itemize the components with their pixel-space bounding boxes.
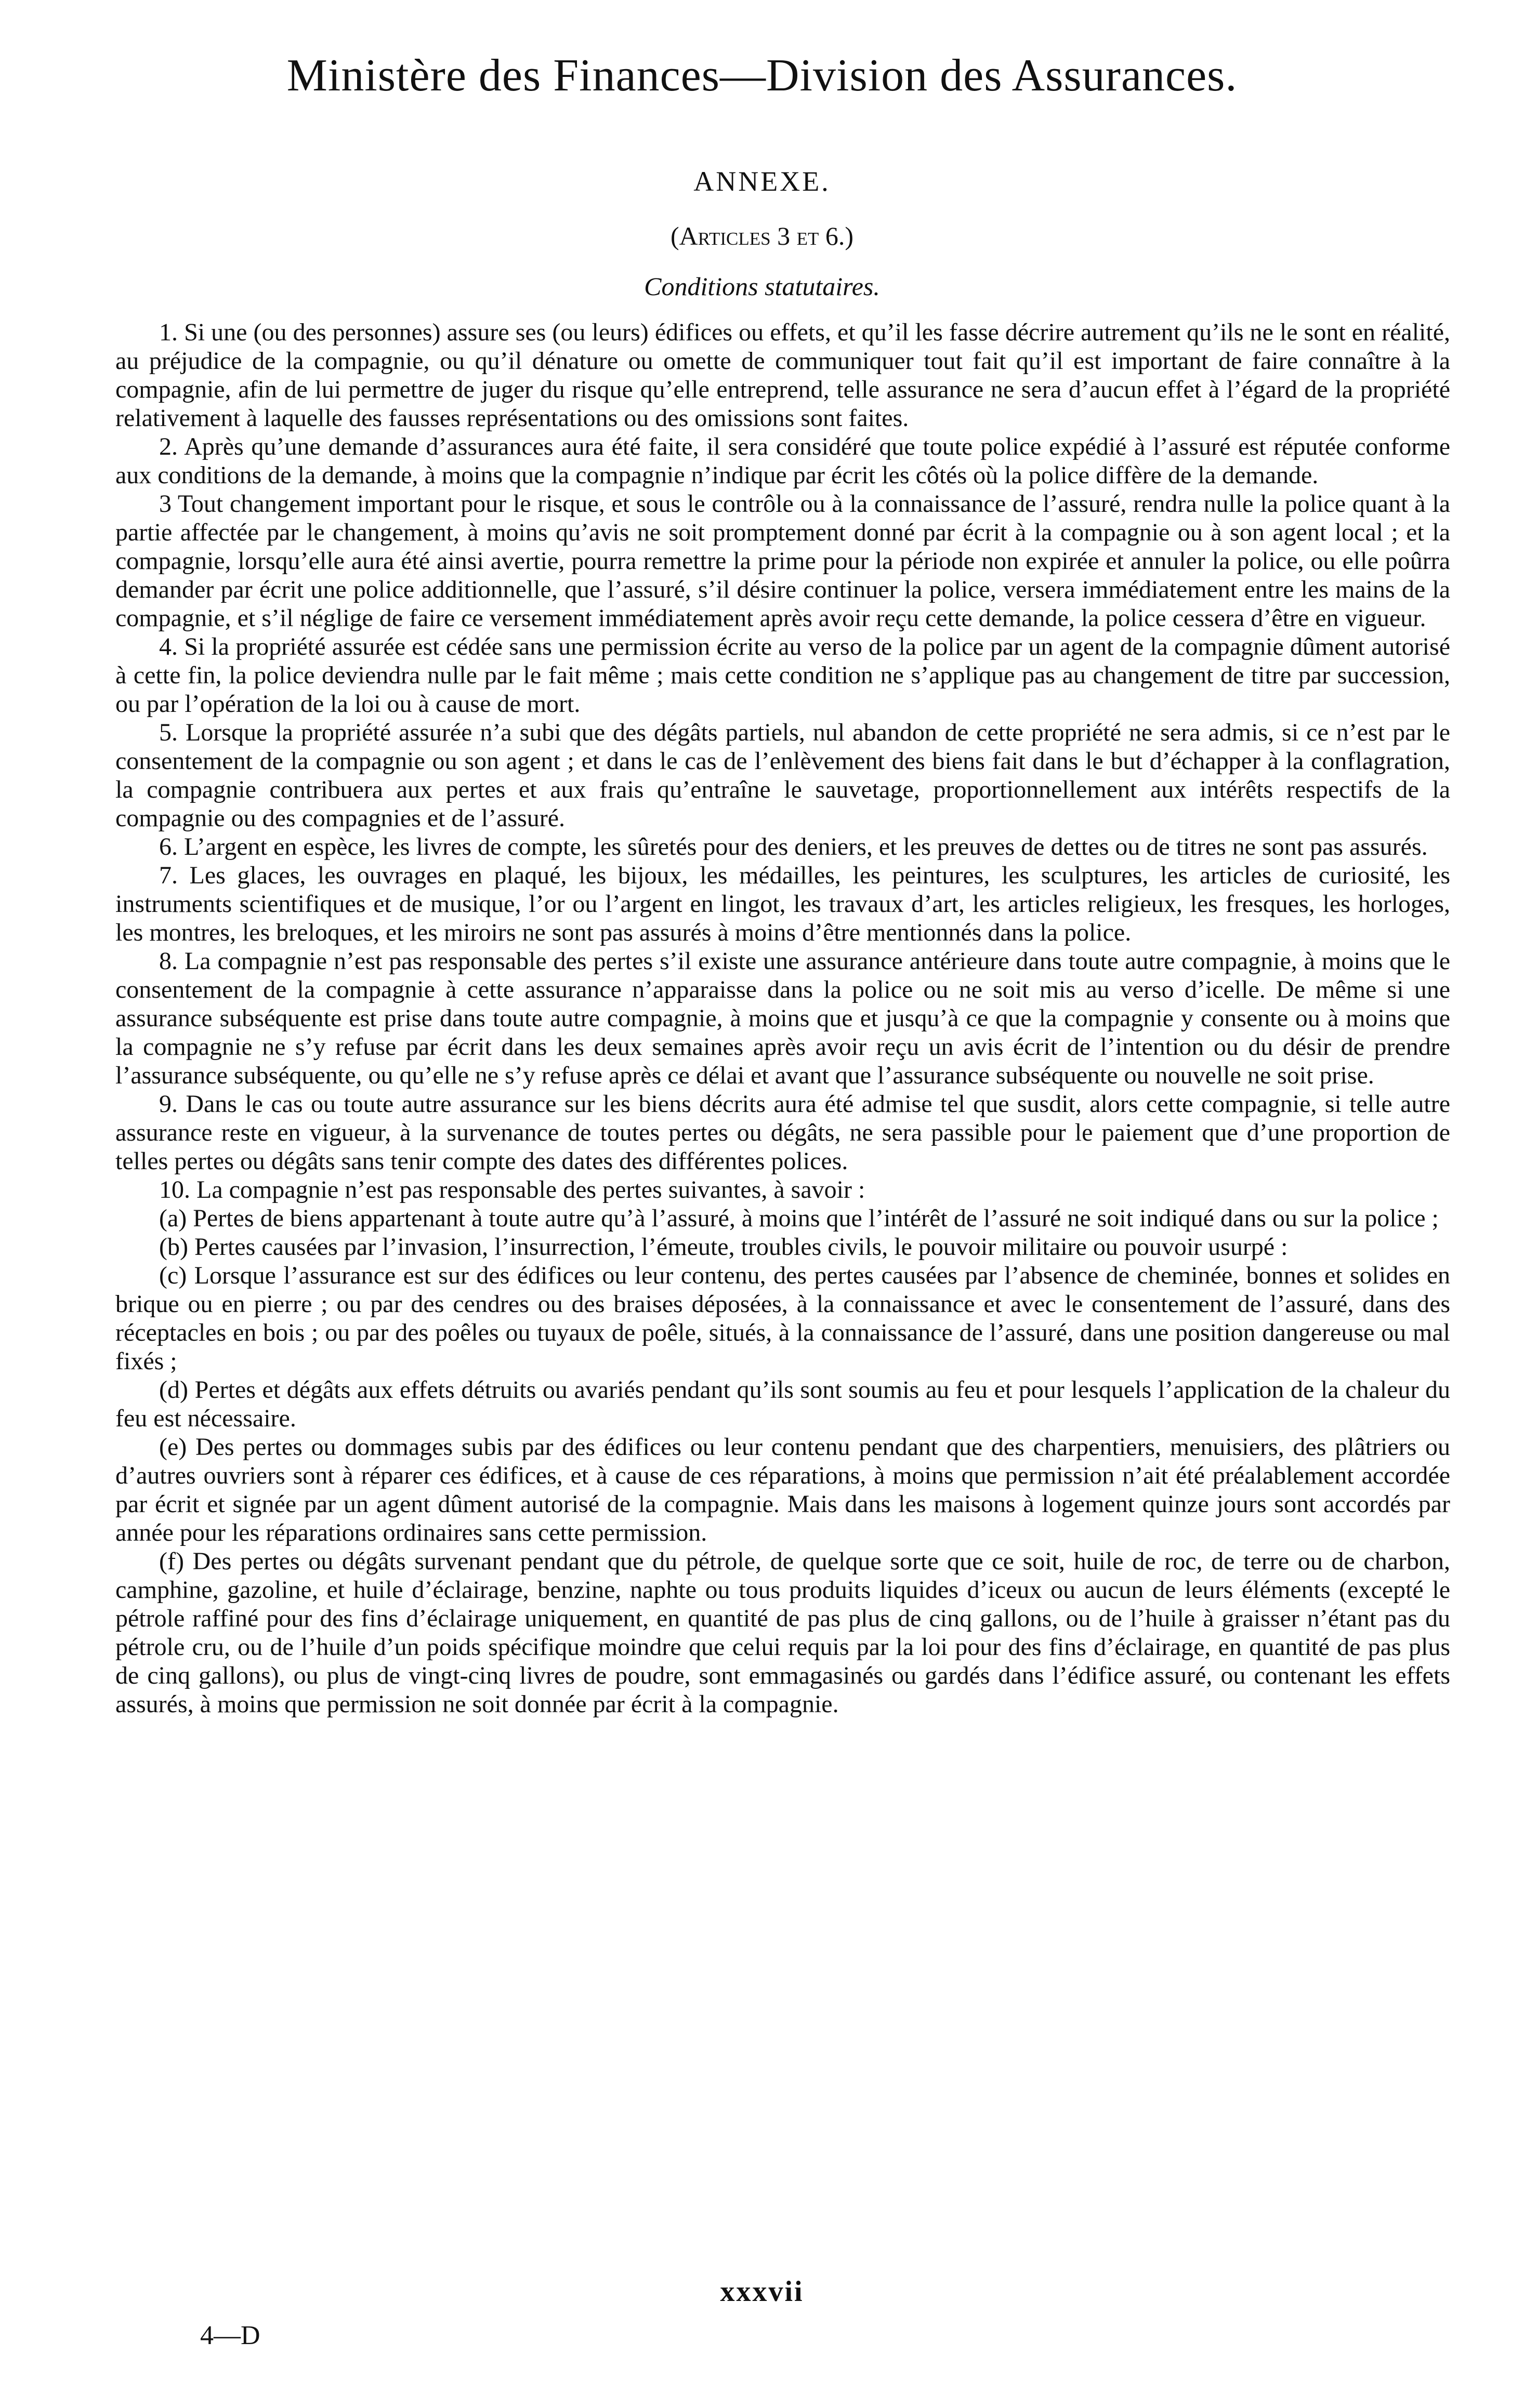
paragraph-2: 2. Après qu’une demande d’assurances aura été faite, il sera considéré que toute police expédié à l’assuré est réputée conforme aux conditions de la demande, à moins que la compagnie n’indique par écrit les côtés où la police diffère de la demande. bbox=[115, 433, 1450, 489]
page-number: xxxvii bbox=[720, 2275, 804, 2308]
paragraph-10: 10. La compagnie n’est pas responsable des pertes suivantes, à savoir : bbox=[159, 1176, 865, 1203]
paragraph-10c: (c) Lorsque l’assurance est sur des édifices ou leur contenu, des pertes causées par l’absence de cheminée, bonnes et solides en brique ou en pierre ; ou par des cendres ou des braises déposées, à la connaissance et avec le consentement de l’assuré, dans des réceptacles en bois ; ou par des poêles ou tuyaux de poêle, situés, à la connaissance de l’assuré, dans une position dangereuse ou mal fixés ; bbox=[115, 1262, 1450, 1375]
paragraph-10f: (f) Des pertes ou dégâts survenant pendant que du pétrole, de quelque sorte que ce soit, huile de roc, de terre ou de charbon, camphine, gazoline, et huile d’éclairage, benzine, naphte ou tous produits liquides d’iceux ou aucun de leurs éléments (excepté le pétrole raffiné pour des fins d’éclairage uniquement, en quantité de pas plus de cinq gallons, ou de l’huile à graisser n’étant pas du pétrole cru, ou de l’huile d’un poids spécifique moindre que celui requis par la loi pour des fins d’éclairage, en quantité de pas plus de cinq gallons), ou plus de vingt-cinq livres de poudre, sont emmagasinés ou gardés dans l’édifice assuré, ou contenant les effets assurés, à moins que permission ne soit donnée par écrit à la compagnie. bbox=[115, 1547, 1450, 1718]
paragraph-10a: (a) Pertes de biens appartenant à toute autre qu’à l’assuré, à moins que l’intérêt de l’assuré ne soit indiqué dans ou sur la police ; bbox=[159, 1205, 1439, 1232]
paragraph-1: 1. Si une (ou des personnes) assure ses (ou leurs) édifices ou effets, et qu’il les fasse décrire autrement qu’ils ne le sont en réalité, au préjudice de la compagnie, ou qu’il dénature ou omette de communiquer tout fait qu’il est important de faire connaître à la compagnie, afin de lui permettre de juger du risque qu’elle entreprend, telle assurance ne sera d’aucun effet à l’égard de la propriété relativement à laquelle des fausses représentations ou des omissions sont faites. bbox=[115, 319, 1450, 432]
articles-reference: (Articles 3 et 6.) bbox=[670, 221, 853, 250]
signature-mark: 4—D bbox=[200, 2321, 260, 2350]
paragraph-9: 9. Dans le cas ou toute autre assurance sur les biens décrits aura été admise tel que susdit, alors cette compagnie, si telle autre assurance reste en vigueur, à la survenance de toutes pertes ou dégâts, ne sera passible pour le paiement que d’une proportion de telles pertes ou dégâts sans tenir compte des dates des différentes polices. bbox=[115, 1090, 1450, 1175]
paragraph-8: 8. La compagnie n’est pas responsable des pertes s’il existe une assurance antérieure dans toute autre compagnie, à moins que le consentement de la compagnie à cette assurance n’apparaisse dans la police ou ne soit mis au verso d’icelle. De même si une assurance subséquente est prise dans toute autre compagnie, à moins que et jusqu’à ce que la compagnie y consente ou à moins que la compagnie ne s’y refuse par écrit dans les deux semaines après avoir reçu un avis écrit de l’intention ou du désir de prendre l’assurance subséquente, ou qu’elle ne s’y refuse après ce délai et avant que l’assurance subséquente ou nouvelle ne soit prise. bbox=[115, 947, 1450, 1089]
paragraph-10e: (e) Des pertes ou dommages subis par des édifices ou leur contenu pendant que des charpentiers, menuisiers, des plâtriers ou d’autres ouvriers sont à réparer ces édifices, et à cause de ces réparations, à moins que permission n’ait été préalablement accordée par écrit et signée par un agent dûment autorisé de la compagnie. Mais dans les maisons à logement quinze jours sont accordés par année pour les réparations ordinaires sans cette permission. bbox=[115, 1433, 1450, 1546]
conditions-subtitle: Conditions statutaires. bbox=[644, 272, 880, 301]
page-header-title: Ministère des Finances—Division des Assurances. bbox=[286, 50, 1238, 101]
paragraph-4: 4. Si la propriété assurée est cédée sans une permission écrite au verso de la police par un agent de la compagnie dûment autorisé à cette fin, la police deviendra nulle par le fait même ; mais cette condition ne s’applique pas au changement de titre par succession, ou par l’opération de la loi ou à cause de mort. bbox=[115, 633, 1450, 718]
paragraph-10b: (b) Pertes causées par l’invasion, l’insurrection, l’émeute, troubles civils, le pouvoir militaire ou pouvoir usurpé : bbox=[159, 1233, 1288, 1261]
annexe-title: ANNEXE. bbox=[693, 166, 831, 197]
paragraph-5: 5. Lorsque la propriété assurée n’a subi que des dégâts partiels, nul abandon de cette propriété ne sera admis, si ce n’est par le consentement de la compagnie ou son agent ; et dans le cas de l’enlèvement des biens fait dans le but d’échapper à la conflagration, la compagnie contribuera aux pertes et aux frais qu’entraîne le sauvetage, proportionnellement aux intérêts respectifs de la compagnie ou des compagnies et de l’assuré. bbox=[115, 719, 1450, 832]
paragraph-6: 6. L’argent en espèce, les livres de compte, les sûretés pour des deniers, et les preuves de dettes ou de titres ne sont pas assurés. bbox=[159, 833, 1428, 861]
document-body bbox=[115, 318, 1450, 1718]
paragraph-10d: (d) Pertes et dégâts aux effets détruits ou avariés pendant qu’ils sont soumis au feu et pour lesquels l’application de la chaleur du feu est nécessaire. bbox=[115, 1376, 1450, 1432]
paragraph-7: 7. Les glaces, les ouvrages en plaqué, les bijoux, les médailles, les peintures, les sculptures, les articles de curiosité, les instruments scientifiques et de musique, l’or ou l’argent en lingot, les travaux d’art, les articles religieux, les fresques, les horloges, les montres, les breloques, et les miroirs ne sont pas assurés à moins d’être mentionnés dans la police. bbox=[115, 862, 1450, 946]
paragraph-3: 3 Tout changement important pour le risque, et sous le contrôle ou à la connaissance de l’assuré, rendra nulle la police quant à la partie affectée par le changement, à moins qu’avis ne soit promptement donné par écrit à la compagnie ou à son agent local ; et la compagnie, lorsqu’elle aura été ainsi avertie, pourra remettre la prime pour la période non expirée et annuler la police, ou elle poûrra demander par écrit une police additionnelle, que l’assuré, s’il désire continuer la police, versera immédiatement entre les mains de la compagnie, et s’il néglige de faire ce versement immédiatement après avoir reçu cette demande, la police cessera d’être en vigueur. bbox=[115, 490, 1450, 632]
